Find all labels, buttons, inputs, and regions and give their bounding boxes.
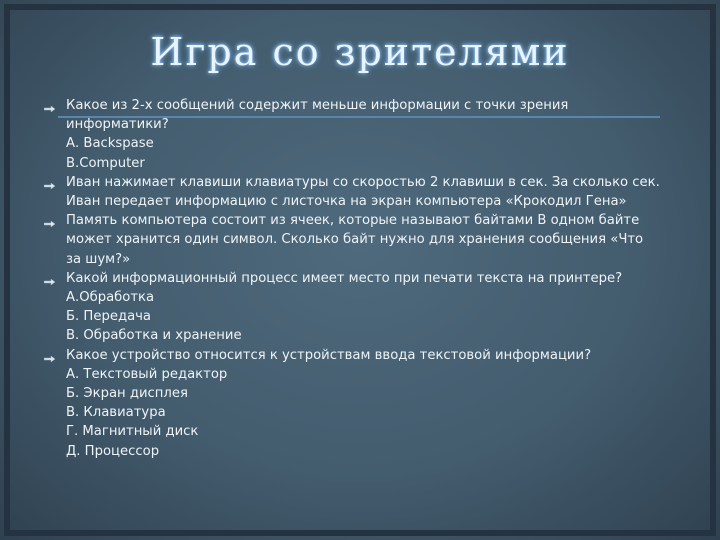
list-item-line: В. Клавиатура [66,405,166,421]
list-item [40,211,680,269]
pointing-hand-icon [44,274,56,284]
list-item [40,96,680,173]
bullet-list [40,96,680,461]
list-item-line: Иван нажимает клавиши клавиатуры со скоростью 2 клавиши в сек. За сколько сек. [66,174,660,190]
list-item-line: А. Текстовый редактор [66,366,228,382]
list-item-line: В. Обработка и хранение [66,328,242,344]
list-item-line: Б. Передача [66,309,152,325]
list-item-line: Память компьютера состоит из ячеек, которые называют байтами В одном байте [66,213,640,229]
list-item-line: Какое из 2-х сообщений содержит меньше информации с точки зрения [66,98,569,113]
pointing-hand-icon [44,216,56,226]
list-item [40,346,680,461]
pointing-hand-icon [44,351,56,361]
list-item-line: Какое устройство относится к устройствам ввода текстовой информации? [66,347,592,363]
pointing-hand-icon [44,178,56,188]
list-item [40,269,680,346]
list-item-line: Иван передает информацию с листочка на экран компьютера «Крокодил Гена» [66,194,627,210]
pointing-hand-icon [44,101,56,111]
list-item-line: может хранится один символ. Сколько байт нужно для хранения сообщения «Что [66,232,644,248]
slide-title: Игра со зрителями [150,30,570,74]
list-item-line: Г. Магнитный диск [66,424,199,440]
list-item-line: Д. Процессор [66,443,160,459]
list-item-line: за шум?» [66,251,131,267]
list-item [40,173,680,211]
list-item-line: информатики? [66,117,169,133]
list-item-line: А. Backspase [66,136,154,152]
list-item-line: Какой информационный процесс имеет место при печати текста на принтере? [66,270,623,286]
list-item-line: B.Computer [66,155,145,171]
list-item-line: Б. Экран дисплея [66,386,188,402]
list-item-line: А.Обработка [66,290,155,306]
